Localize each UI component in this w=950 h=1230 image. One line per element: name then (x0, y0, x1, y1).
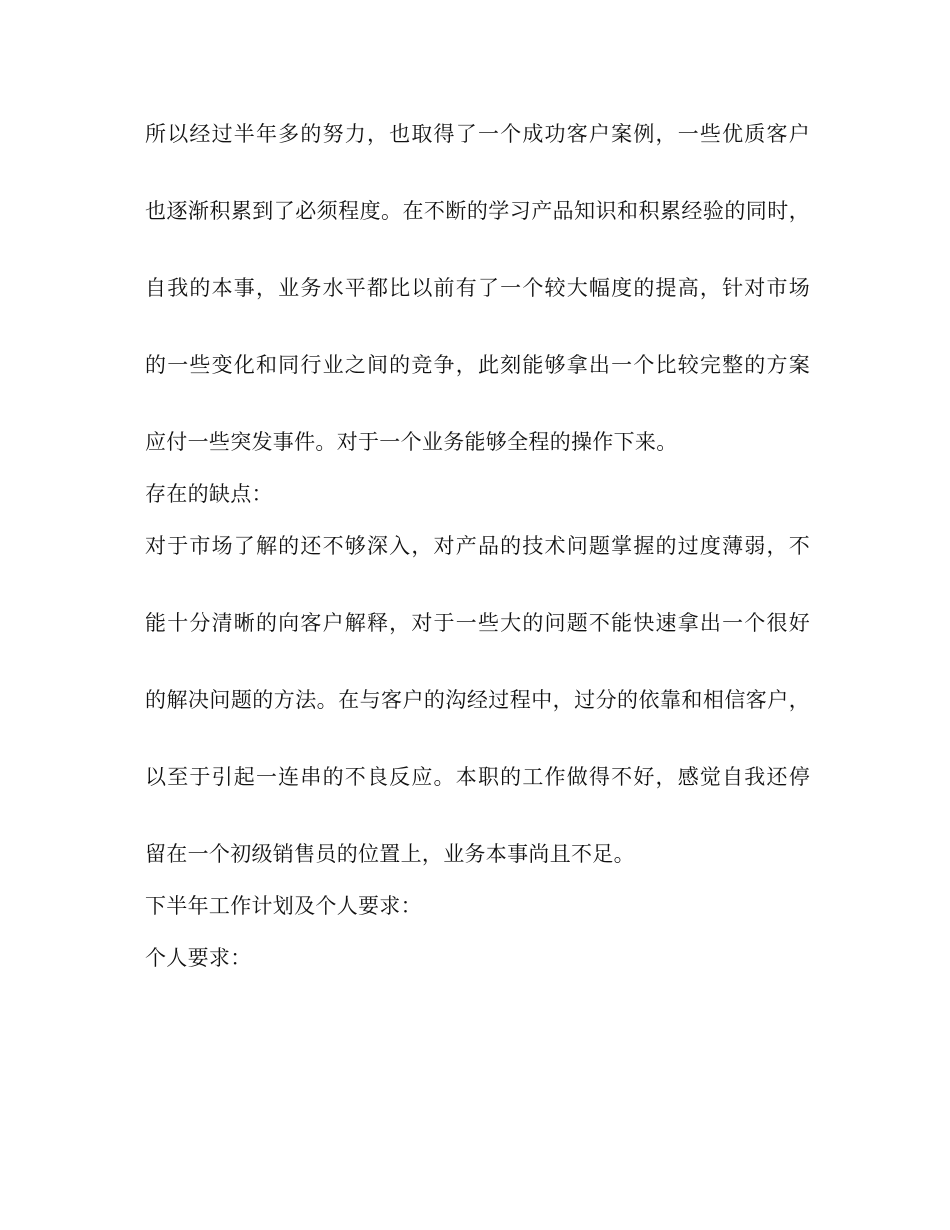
text-line: 能十分清晰的向客户解释，对于一些大的问题不能快速拿出一个很好 (145, 611, 810, 635)
document-body (145, 124, 810, 969)
text-line: 以至于引起一连串的不良反应。本职的工作做得不好，感觉自我还停 (145, 765, 810, 789)
paragraph-achievements (145, 124, 810, 453)
text-line: 所以经过半年多的努力，也取得了一个成功客户案例，一些优质客户 (145, 122, 810, 146)
heading-personal-requirements: 个人要求： (145, 946, 252, 970)
text-line: 留在一个初级销售员的位置上，业务本事尚且不足。 (145, 842, 635, 866)
text-line: 也逐渐积累到了必须程度。在不断的学习产品知识和积累经验的同时， (145, 199, 810, 223)
text-line: 的解决问题的方法。在与客户的沟经过程中，过分的依靠和相信客户， (145, 688, 810, 712)
text-line: 应付一些突发事件。对于一个业务能够全程的操作下来。 (145, 430, 678, 454)
text-line: 自我的本事，业务水平都比以前有了一个较大幅度的提高，针对市场 (145, 276, 810, 300)
text-line: 对于市场了解的还不够深入，对产品的技术问题掌握的过度薄弱，不 (145, 534, 810, 558)
text-line: 的一些变化和同行业之间的竞争，此刻能够拿出一个比较完整的方案 (145, 353, 810, 377)
heading-second-half-plan: 下半年工作计划及个人要求： (145, 894, 422, 918)
paragraph-shortcomings (145, 536, 810, 865)
heading-shortcomings: 存在的缺点： (145, 482, 273, 506)
